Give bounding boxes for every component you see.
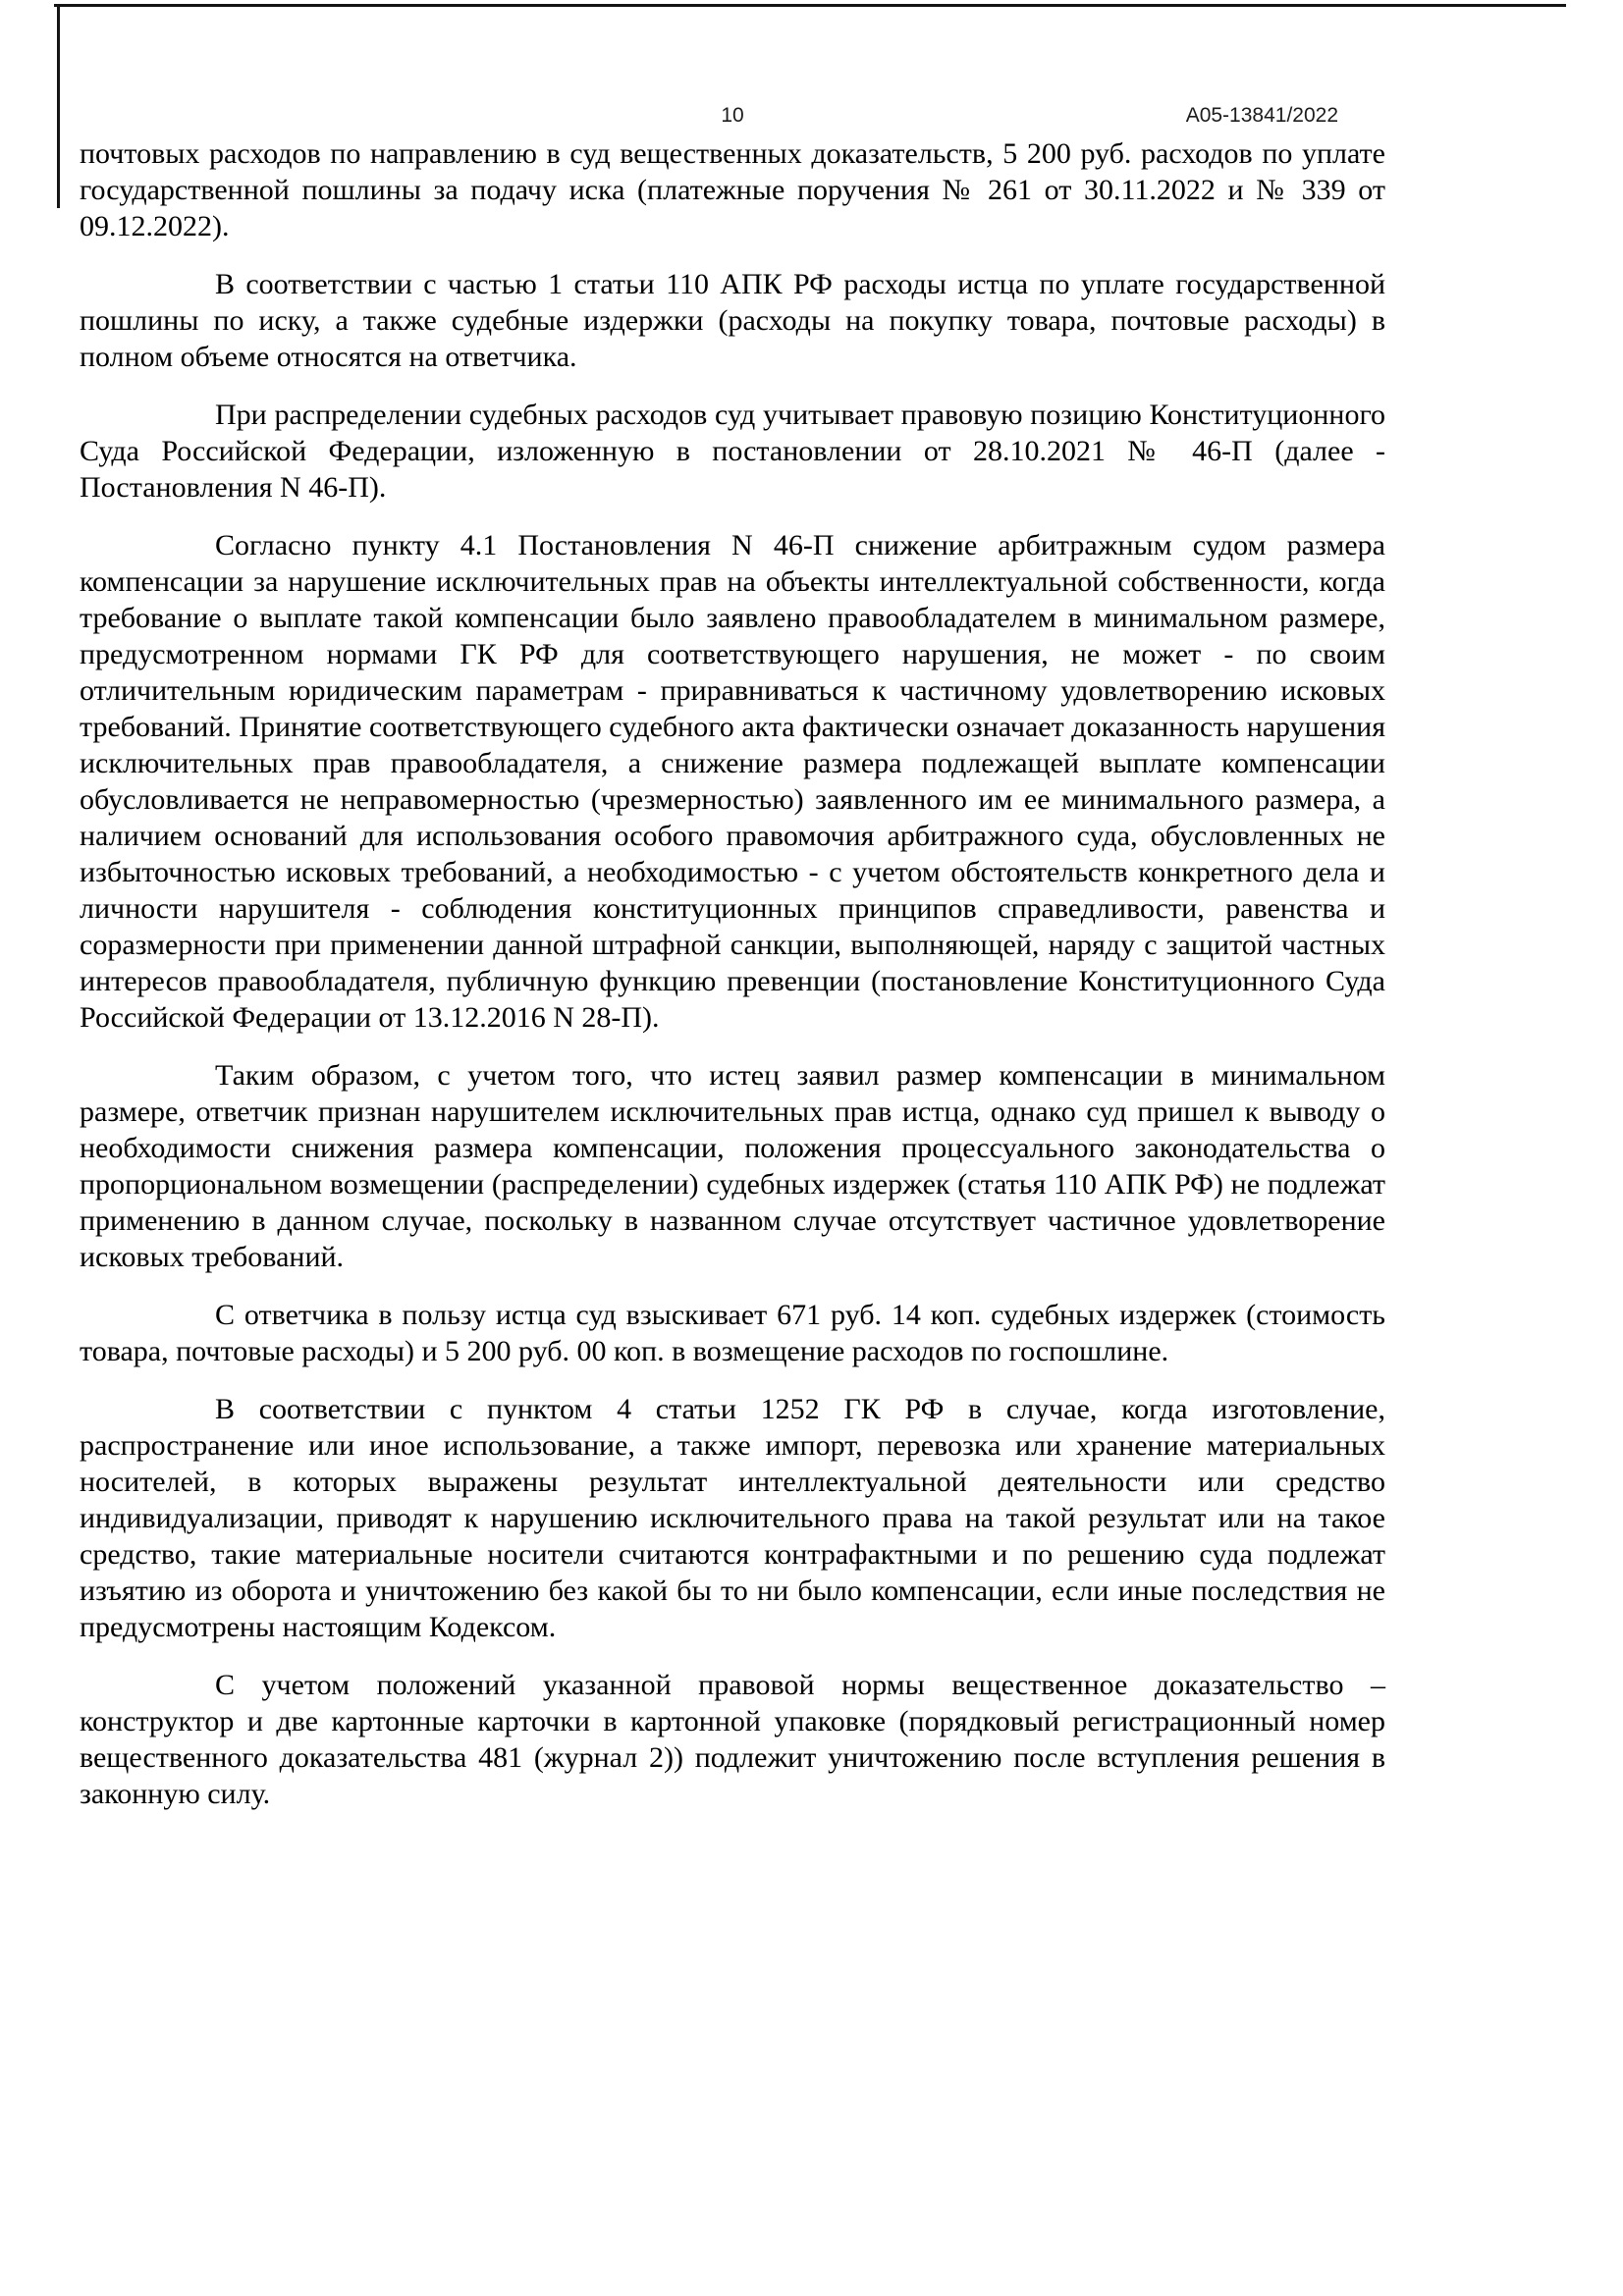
paragraph: В соответствии с пунктом 4 статьи 1252 ГК РФ в случае, когда изготовление, распространение или иное использование, а также импорт, перевозка или хранение материальных носителей, в которых выражены результат интеллектуальной деятельности или средство индивидуализации, приводят к нарушению исключительного права на такой результат или на такое средство, такие материальные носители считаются контрафактными и по решению суда подлежат изъятию из оборота и уничтожению без какой бы то ни было компенсации, если иные последствия не предусмотрены настоящим Кодексом.	[80, 1393, 1385, 1643]
page-number: 10	[721, 104, 744, 127]
paragraph: С учетом положений указанной правовой нормы вещественное доказательство – конструктор и две картонные карточки в картонной упаковке (порядковый регистрационный номер вещественного доказательства 481 (журнал 2)) подлежит уничтожению после вступления решения в законную силу.	[80, 1669, 1385, 1810]
paragraph: С ответчика в пользу истца суд взыскивает 671 руб. 14 коп. судебных издержек (стоимость товара, почтовые расходы) и 5 200 руб. 00 коп. в возмещение расходов по госпошлине.	[80, 1299, 1385, 1367]
page-header	[80, 104, 1385, 137]
paragraph: Согласно пункту 4.1 Постановления N 46-П снижение арбитражным судом размера компенсации за нарушение исключительных прав на объекты интеллектуальной собственности, когда требование о выплате такой компенсации было заявлено правообладателем в минимальном размере, предусмотренном нормами ГК РФ для соответствующего нарушения, не может - по своим отличительным юридическим параметрам - приравниваться к частичному удовлетворению исковых требований. Принятие соответствующего судебного акта фактически означает доказанность нарушения исключительных прав правообладателя, а снижение размера подлежащей выплате компенсации обусловливается не неправомерностью (чрезмерностью) заявленного им ее минимального размера, а наличием оснований для использования особого правомочия арбитражного суда, обусловленных не избыточностью исковых требований, а необходимостью - с учетом обстоятельств конкретного дела и личности нарушителя - соблюдения конституционных принципов справедливости, равенства и соразмерности при применении данной штрафной санкции, выполняющей, наряду с защитой частных интересов правообладателя, публичную функцию превенции (постановление Конституционного Суда Российской Федерации от 13.12.2016 N 28-П).	[80, 529, 1385, 1034]
document-body	[80, 135, 1385, 1834]
case-number: А05-13841/2022	[1185, 104, 1338, 127]
paragraph: Таким образом, с учетом того, что истец заявил размер компенсации в минимальном размере, ответчик признан нарушителем исключительных прав истца, однако суд пришел к выводу о необходимости снижения размера компенсации, положения процессуального законодательства о пропорциональном возмещении (распределении) судебных издержек (статья 110 АПК РФ) не подлежат применению в данном случае, поскольку в названном случае отсутствует частичное удовлетворение исковых требований.	[80, 1059, 1385, 1273]
paragraph: почтовых расходов по направлению в суд вещественных доказательств, 5 200 руб. расходов по уплате государственной пошлины за подачу иска (платежные поручения № 261 от 30.11.2022 и № 339 от 09.12.2022).	[80, 137, 1385, 242]
scan-edge-left-line	[57, 4, 60, 208]
paragraph: При распределении судебных расходов суд учитывает правовую позицию Конституционного Суда Российской Федерации, изложенную в постановлении от 28.10.2021 № 46-П (далее - Постановления N 46-П).	[80, 399, 1385, 504]
scan-edge-top-line	[54, 4, 1566, 7]
paragraph: В соответствии с частью 1 статьи 110 АПК РФ расходы истца по уплате государственной пошлины по иску, а также судебные издержки (расходы на покупку товара, почтовые расходы) в полном объеме относятся на ответчика.	[80, 268, 1385, 373]
